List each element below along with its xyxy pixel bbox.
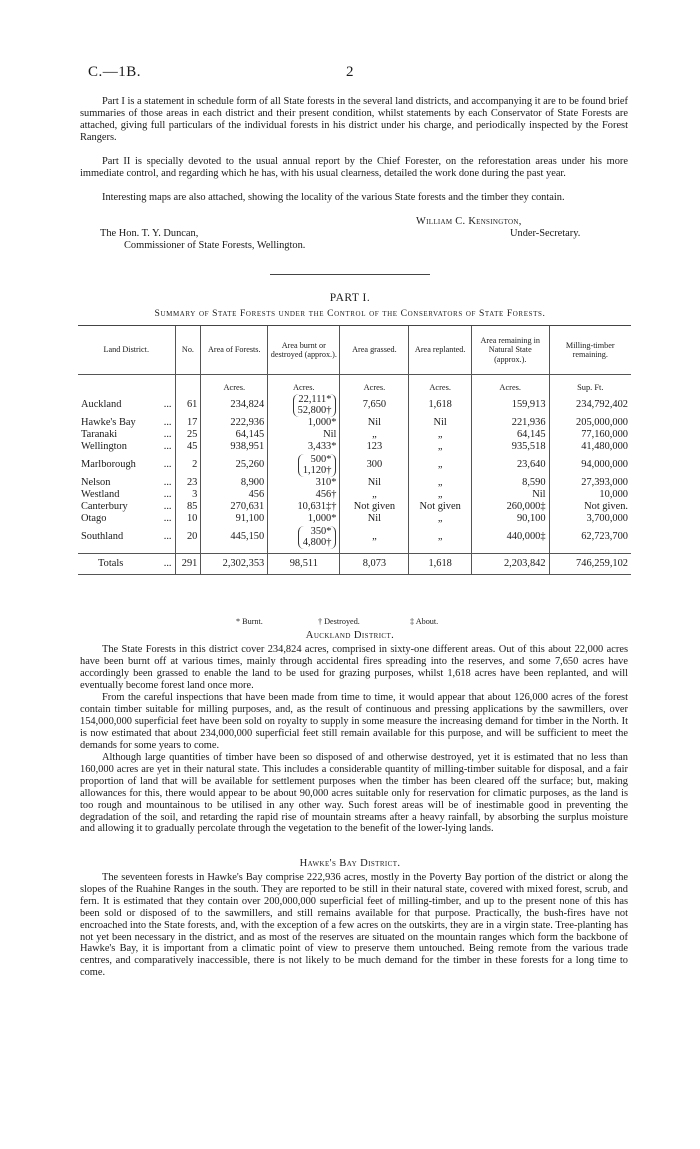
leader-dots: ... <box>163 459 172 471</box>
replanted-cell: „ <box>409 429 472 441</box>
replanted-cell: 1,618 <box>409 393 472 417</box>
area-cell: 938,951 <box>201 441 268 453</box>
milling-cell: 10,000 <box>549 489 631 501</box>
district-cell <box>78 525 175 549</box>
district-cell <box>78 501 175 513</box>
totals-natural-cell: 2,203,842 <box>471 554 549 575</box>
table-row <box>78 477 631 489</box>
col-header-natural: Area remaining in Natural State (approx.). <box>471 326 549 375</box>
table-header-row <box>78 326 631 375</box>
no-cell: 17 <box>175 417 201 429</box>
col-header-grassed: Area grassed. <box>340 326 409 375</box>
replanted-cell: „ <box>409 489 472 501</box>
auckland-paragraph-1: The State Forests in this district cover 234,824 acres, comprised in sixty-one different areas. Out of this about 22,000 acres have been burnt off at various times, mainly through accidental fires spreading into the reserves, and some 7,650 acres have accordingly been grassed to enable the land to be used for grazing purposes, whilst 1,618 acres have been replanted, and will eventually become forest land once more. <box>80 644 628 691</box>
document-reference: C.—1B. <box>88 64 142 80</box>
district-name: Otago <box>81 513 107 525</box>
burnt-cell <box>268 525 340 549</box>
intro-paragraph-3: Interesting maps are also attached, showing the locality of the various State forests and the timber they contain. <box>102 192 565 203</box>
col-header-replanted: Area replanted. <box>409 326 472 375</box>
col-header-district: Land District. <box>78 326 175 375</box>
no-cell: 10 <box>175 513 201 525</box>
no-cell: 25 <box>175 429 201 441</box>
burnt-brace-group <box>298 526 337 549</box>
grassed-cell: 123 <box>340 441 409 453</box>
area-cell: 270,631 <box>201 501 268 513</box>
part-title: PART I. <box>329 292 371 304</box>
area-cell: 222,936 <box>201 417 268 429</box>
totals-replanted-cell: 1,618 <box>409 554 472 575</box>
natural-cell: 221,936 <box>471 417 549 429</box>
milling-cell: 41,480,000 <box>549 441 631 453</box>
no-cell: 61 <box>175 393 201 417</box>
natural-cell: 23,640 <box>471 453 549 477</box>
unit-cell: Acres. <box>201 375 268 394</box>
table-row <box>78 453 631 477</box>
table-row <box>78 525 631 549</box>
destroyed-value: 4,800† <box>302 537 332 548</box>
replanted-cell: „ <box>409 477 472 489</box>
natural-cell: 64,145 <box>471 429 549 441</box>
district-name: Auckland <box>81 399 122 411</box>
units-row <box>78 375 631 394</box>
natural-cell: Nil <box>471 489 549 501</box>
col-header-area: Area of Forests. <box>201 326 268 375</box>
leader-dots: ... <box>163 558 172 570</box>
table-row <box>78 513 631 525</box>
table-row <box>78 393 631 417</box>
burnt-value: 22,111* <box>298 393 332 405</box>
grassed-cell: Not given <box>340 501 409 513</box>
area-cell: 234,824 <box>201 393 268 417</box>
leader-dots: ... <box>163 441 172 453</box>
leader-dots: ... <box>163 399 172 411</box>
milling-cell: 234,792,402 <box>549 393 631 417</box>
district-name: Canterbury <box>81 501 128 513</box>
district-name: Nelson <box>81 477 111 489</box>
footnote-burnt: * Burnt. <box>236 617 263 626</box>
totals-label-cell <box>78 554 175 575</box>
grassed-cell: Nil <box>340 417 409 429</box>
leader-dots: ... <box>163 417 172 429</box>
milling-cell: 77,160,000 <box>549 429 631 441</box>
district-name: Marlborough <box>81 459 136 471</box>
destroyed-value: 1,120† <box>302 465 332 476</box>
burnt-value: 350* <box>310 525 332 537</box>
col-header-no: No. <box>175 326 201 375</box>
burnt-cell: 10,631‡† <box>268 501 340 513</box>
district-cell <box>78 429 175 441</box>
district-name: Taranaki <box>81 429 118 441</box>
addressee-title: Commissioner of State Forests, Wellington. <box>124 240 306 251</box>
no-cell: 85 <box>175 501 201 513</box>
grassed-cell: „ <box>340 525 409 549</box>
milling-cell: 94,000,000 <box>549 453 631 477</box>
district-cell <box>78 477 175 489</box>
district-name: Southland <box>81 531 124 543</box>
auckland-heading: Auckland District. <box>305 630 395 641</box>
destroyed-value: 52,800† <box>297 405 332 416</box>
signatory-title: Under-Secretary. <box>510 228 581 239</box>
table-row <box>78 429 631 441</box>
unit-cell <box>78 375 175 394</box>
grassed-cell: 300 <box>340 453 409 477</box>
burnt-cell <box>268 393 340 417</box>
replanted-cell: Nil <box>409 417 472 429</box>
replanted-cell: „ <box>409 525 472 549</box>
unit-cell: Acres. <box>268 375 340 394</box>
auckland-paragraph-2: From the careful inspections that have been made from time to time, it would appear that about 126,000 acres of the forest contain timber suitable for milling purposes, and, as the result of continuous and pressing applications by the sawmillers, over 154,000,000 superficial feet have been sold on royalty to supply in some measure the increasing demand for timber in the North. It is now estimated that about 234,000,000 superficial feet still remain available for this purpose, and will be sufficient to meet the demands for some years to come. <box>80 692 628 751</box>
signatory-name: William C. Kensington, <box>416 216 522 227</box>
footnote-destroyed: † Destroyed. <box>318 617 360 626</box>
leader-dots: ... <box>163 429 172 441</box>
leader-dots: ... <box>163 531 172 543</box>
natural-cell: 90,100 <box>471 513 549 525</box>
grassed-cell: 7,650 <box>340 393 409 417</box>
replanted-cell: „ <box>409 441 472 453</box>
district-name: Wellington <box>81 441 127 453</box>
milling-cell: Not given. <box>549 501 631 513</box>
hawkes-bay-paragraph-1: The seventeen forests in Hawke's Bay comprise 222,936 acres, mostly in the Poverty Bay portion of the district or along the slopes of the Ruahine Ranges in the south. They are reported to be still in their natural state, covered with mixed forest, scrub, and fern. It is estimated that they contain over 200,000,000 superficial feet of milling-timber, and up to the present none of this has been sold or disposed of to the sawmillers, and still remains available for that purpose. Practically, the bush-fires have not encroached into the State forests, and, with the exception of a few acres on the outskirts, they are in a virgin state. Tree-planting has not yet been necessary in the district, and as most of the reserves are situated on the mountain ranges which form the backbone of Hawke's Bay, it is important from a climatic point of view to preserve them untouched. Being remote from the various trade centres, and comparatively inaccessible, there is not likely to be much demand for the timber in these forests for a long time to come. <box>80 872 628 979</box>
area-cell: 8,900 <box>201 477 268 489</box>
district-name: Westland <box>81 489 120 501</box>
leader-dots: ... <box>163 513 172 525</box>
area-cell: 64,145 <box>201 429 268 441</box>
no-cell: 20 <box>175 525 201 549</box>
unit-cell: Sup. Ft. <box>549 375 631 394</box>
col-header-milling: Milling-timber remaining. <box>549 326 631 375</box>
totals-area-cell: 2,302,353 <box>201 554 268 575</box>
replanted-cell: „ <box>409 453 472 477</box>
leader-dots: ... <box>163 489 172 501</box>
totals-no-cell: 291 <box>175 554 201 575</box>
addressee-name: The Hon. T. Y. Duncan, <box>100 228 199 239</box>
burnt-cell <box>268 453 340 477</box>
natural-cell: 159,913 <box>471 393 549 417</box>
hawkes-bay-heading: Hawke's Bay District. <box>299 858 401 869</box>
area-cell: 25,260 <box>201 453 268 477</box>
unit-cell <box>175 375 201 394</box>
replanted-cell: Not given <box>409 501 472 513</box>
burnt-cell: 1,000* <box>268 417 340 429</box>
totals-grassed-cell: 8,073 <box>340 554 409 575</box>
district-cell <box>78 393 175 417</box>
summary-title: Summary of State Forests under the Control of the Conservators of State Forests. <box>154 308 546 319</box>
totals-milling-cell: 746,259,102 <box>549 554 631 575</box>
grassed-cell: „ <box>340 489 409 501</box>
grassed-cell: Nil <box>340 513 409 525</box>
page-number: 2 <box>346 64 354 80</box>
natural-cell: 440,000‡ <box>471 525 549 549</box>
milling-cell: 27,393,000 <box>549 477 631 489</box>
natural-cell: 935,518 <box>471 441 549 453</box>
table-row <box>78 441 631 453</box>
leader-dots: ... <box>163 501 172 513</box>
grassed-cell: „ <box>340 429 409 441</box>
table-row <box>78 489 631 501</box>
no-cell: 23 <box>175 477 201 489</box>
table-row <box>78 501 631 513</box>
no-cell: 45 <box>175 441 201 453</box>
forest-summary-table <box>78 326 631 575</box>
totals-burnt-cell: 98,511 <box>268 554 340 575</box>
district-cell <box>78 489 175 501</box>
section-divider <box>270 274 430 275</box>
burnt-cell: 310* <box>268 477 340 489</box>
natural-cell: 8,590 <box>471 477 549 489</box>
area-cell: 456 <box>201 489 268 501</box>
burnt-value: 500* <box>310 453 332 465</box>
footnote-about: ‡ About. <box>410 617 439 626</box>
grassed-cell: Nil <box>340 477 409 489</box>
milling-cell: 205,000,000 <box>549 417 631 429</box>
replanted-cell: „ <box>409 513 472 525</box>
unit-cell: Acres. <box>340 375 409 394</box>
no-cell: 2 <box>175 453 201 477</box>
intro-paragraph-1: Part I is a statement in schedule form of all State forests in the several land districts, and accompanying it are to be found brief summaries of those areas in each district and their present condition, whilst statements by each Conservator of State Forests are attached, giving full particulars of the individual forests in his district under his charge, and periodically inspected by the Forest Rangers. <box>80 96 628 143</box>
district-cell <box>78 513 175 525</box>
totals-row <box>78 554 631 575</box>
table-row <box>78 417 631 429</box>
burnt-cell: 3,433* <box>268 441 340 453</box>
intro-paragraph-2: Part II is specially devoted to the usual annual report by the Chief Forester, on the reforestation areas under his more immediate control, and regarding which he has, with his usual clearness, detailed the work done during the past year. <box>80 156 628 179</box>
no-cell: 3 <box>175 489 201 501</box>
unit-cell: Acres. <box>471 375 549 394</box>
burnt-cell: 1,000* <box>268 513 340 525</box>
auckland-paragraph-3: Although large quantities of timber have been so disposed of and otherwise destroyed, yet it is estimated that no less than 160,000 acres are yet in their natural state. This includes a considerable quantity of milling-timber suitable for disposal, and a fair proportion of land that will be available for settlement purposes when the timber has been cleared off the surface; but, making allowances for this, there would appear to be about 90,000 acres suitable only for reservation for climatic purposes, as the land is too rough and mountainous to be utilised in any other way. Such forest areas will be of inestimable good in preventing the degradation of the soil, and retarding the rapid rise of mountain streams after a heavy rainfall, by absorbing the surplus moisture and allowing it to gradually percolate through the vegetation to the benefit of the lower-lying lands. <box>80 752 628 835</box>
burnt-cell: 456† <box>268 489 340 501</box>
district-cell <box>78 441 175 453</box>
burnt-cell: Nil <box>268 429 340 441</box>
burnt-brace-group <box>298 454 337 477</box>
burnt-brace-group <box>293 394 337 417</box>
unit-cell: Acres. <box>409 375 472 394</box>
natural-cell: 260,000‡ <box>471 501 549 513</box>
district-cell <box>78 417 175 429</box>
milling-cell: 3,700,000 <box>549 513 631 525</box>
district-name: Hawke's Bay <box>81 417 136 429</box>
totals-label: Totals <box>98 558 124 570</box>
milling-cell: 62,723,700 <box>549 525 631 549</box>
district-cell <box>78 453 175 477</box>
col-header-burnt: Area burnt or destroyed (approx.). <box>268 326 340 375</box>
area-cell: 445,150 <box>201 525 268 549</box>
area-cell: 91,100 <box>201 513 268 525</box>
leader-dots: ... <box>163 477 172 489</box>
